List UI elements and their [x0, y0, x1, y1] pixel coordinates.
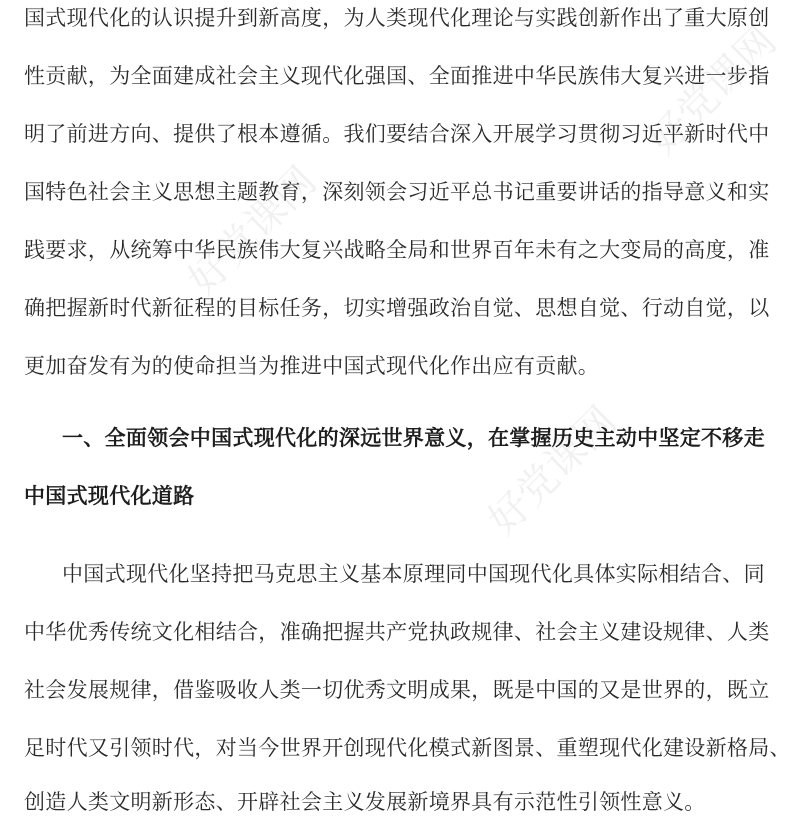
- paragraph-line: 践要求，从统筹中华民族伟大复兴战略全局和世界百年未有之大变局的高度，准: [24, 238, 770, 262]
- paragraph-line: 创造人类文明新形态、开辟社会主义发展新境界具有示范性引领性意义。: [24, 790, 706, 814]
- watermark: 好党课网: [639, 18, 786, 164]
- paragraph-line: 更加奋发有为的使命担当为推进中国式现代化作出应有贡献。: [24, 354, 600, 378]
- paragraph-line: 国特色社会主义思想主题教育，深刻领会习近平总书记重要讲话的指导意义和实: [24, 180, 770, 204]
- paragraph-line: 足时代又引领时代，对当今世界开创现代化模式新图景、重塑现代化建设新格局、: [24, 736, 791, 760]
- section-heading: 中国式现代化道路: [24, 484, 195, 508]
- paragraph-line: 社会发展规律，借鉴吸收人类一切优秀文明成果，既是中国的又是世界的，既立: [24, 678, 770, 702]
- section-heading: 一、全面领会中国式现代化的深远世界意义，在掌握历史主动中坚定不移走: [62, 426, 765, 450]
- paragraph-line: 明了前进方向、提供了根本遵循。我们要结合深入开展学习贯彻习近平新时代中: [24, 122, 770, 146]
- watermark: 好党课网: [179, 158, 326, 304]
- paragraph-line: 性贡献，为全面建成社会主义现代化强国、全面推进中华民族伟大复兴进一步指: [24, 64, 770, 88]
- paragraph-line: 中国式现代化坚持把马克思主义基本原理同中国现代化具体实际相结合、同: [62, 562, 765, 586]
- watermark: 好党课网: [479, 398, 626, 544]
- paragraph-line: 国式现代化的认识提升到新高度，为人类现代化理论与实践创新作出了重大原创: [24, 6, 770, 30]
- paragraph-line: 中华优秀传统文化相结合，准确把握共产党执政规律、社会主义建设规律、人类: [24, 620, 770, 644]
- paragraph-line: 确把握新时代新征程的目标任务，切实增强政治自觉、思想自觉、行动自觉，以: [24, 296, 770, 320]
